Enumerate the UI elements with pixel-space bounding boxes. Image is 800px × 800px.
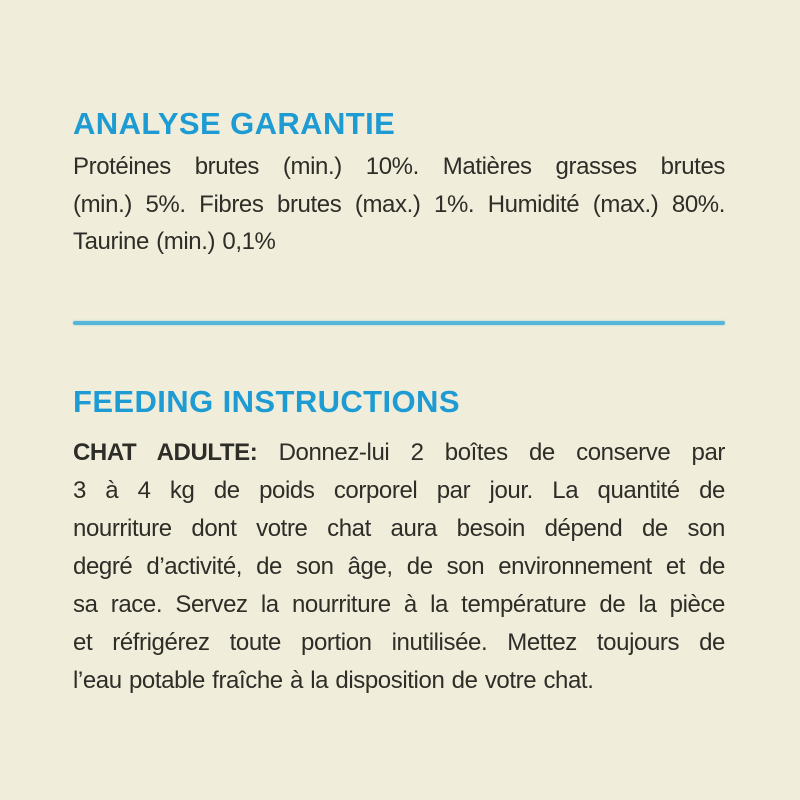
- analysis-line-2: (min.) 5%. Fibres brutes (max.) 1%. Humidité (max.) 80%.: [73, 190, 725, 218]
- feeding-line-4: degré d’activité, de son âge, de son environnement et de: [73, 553, 725, 580]
- section-divider: [73, 321, 725, 325]
- feeding-instructions-title: FEEDING INSTRUCTIONS: [73, 384, 460, 419]
- feeding-line-1-text: Donnez-lui 2 boîtes de conserve par: [278, 439, 726, 466]
- feeding-line-3: nourriture dont votre chat aura besoin dépend de son: [73, 515, 725, 542]
- analysis-line-1: Protéines brutes (min.) 10%. Matières grasses brutes: [73, 153, 725, 180]
- feeding-line-5: sa race. Servez la nourriture à la température de la pièce: [73, 591, 725, 618]
- feeding-instructions-text: [73, 434, 725, 700]
- analysis-line-3: Taurine (min.) 0,1%: [73, 228, 276, 255]
- feeding-line-1: [73, 434, 725, 472]
- feeding-line-2: 3 à 4 kg de poids corporel par jour. La quantité de: [73, 477, 725, 504]
- guaranteed-analysis-title: ANALYSE GARANTIE: [73, 106, 396, 141]
- guaranteed-analysis-text: [73, 148, 725, 261]
- feeding-line-6: et réfrigérez toute portion inutilisée. Mettez toujours de: [73, 629, 725, 656]
- feeding-line-7: l’eau potable fraîche à la disposition de votre chat.: [73, 667, 594, 694]
- feeding-lead-label: CHAT ADULTE:: [73, 439, 258, 466]
